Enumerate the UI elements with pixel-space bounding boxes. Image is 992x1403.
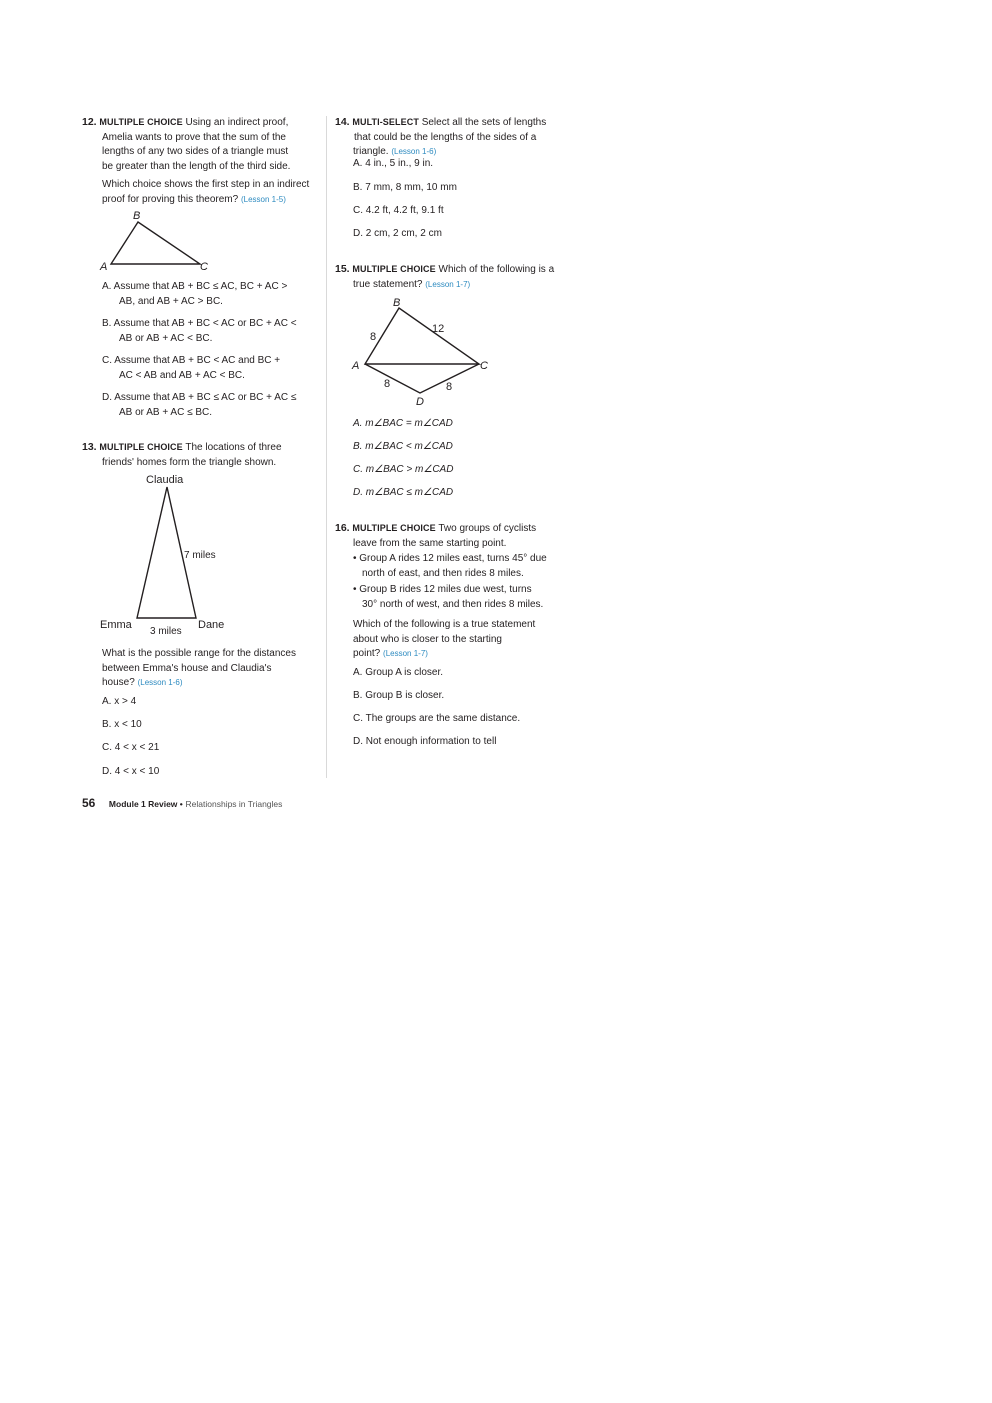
q12-option-d[interactable] xyxy=(102,391,296,420)
option-text: AB or AB + AC < BC. xyxy=(119,332,213,344)
question-text: lengths of any two sides of a triangle must xyxy=(102,146,289,157)
column-divider xyxy=(326,116,327,778)
triangle-abc-figure xyxy=(96,206,226,274)
lesson-reference: (Lesson 1-7) xyxy=(383,649,428,658)
question-type: MULTIPLE CHOICE xyxy=(99,442,183,452)
side-label-ab: 8 xyxy=(370,331,377,343)
q13-option-d[interactable]: D. 4 < x < 10 xyxy=(102,766,160,777)
option-text: A. Assume that AB + BC ≤ AC, BC + AC > xyxy=(102,281,288,292)
lesson-reference: (Lesson 1-6) xyxy=(391,147,437,156)
question-text: leave from the same starting point. xyxy=(353,537,507,549)
triangle-acd-shape xyxy=(365,364,479,393)
q13-option-a[interactable]: A. x > 4 xyxy=(102,696,137,707)
q16-option-a[interactable]: A. Group A is closer. xyxy=(353,667,444,678)
question-number: 14. xyxy=(335,116,350,128)
question-12 xyxy=(82,115,332,174)
q15-option-d[interactable]: D. m∠BAC ≤ m∠CAD xyxy=(353,487,454,498)
question-text: Select all the sets of lengths xyxy=(421,117,547,128)
vertex-label-claudia: Claudia xyxy=(146,474,184,486)
vertex-label-a: A xyxy=(352,360,360,372)
prompt-text: point? xyxy=(353,648,381,659)
option-text: B. Assume that AB + BC < AC or BC + AC < xyxy=(102,318,297,329)
q14-option-c[interactable]: C. 4.2 ft, 4.2 ft, 9.1 ft xyxy=(353,205,444,216)
prompt-text: house? xyxy=(102,677,135,688)
question-type: MULTIPLE CHOICE xyxy=(99,117,183,127)
vertex-label-b: B xyxy=(393,297,401,309)
question-16 xyxy=(335,521,575,551)
prompt-text: Which choice shows the first step in an indirect xyxy=(102,179,310,190)
prompt-text: Which of the following is a true statement xyxy=(353,619,536,630)
vertex-label-c: C xyxy=(480,360,488,372)
question-text: Amelia wants to prove that the sum of the xyxy=(102,131,286,143)
question-type: MULTIPLE CHOICE xyxy=(352,523,436,533)
bullet-text: north of east, and then rides 8 miles. xyxy=(362,567,524,579)
q15-option-c[interactable]: C. m∠BAC > m∠CAD xyxy=(353,464,454,475)
q13-option-b[interactable]: B. x < 10 xyxy=(102,719,142,730)
question-text: be greater than the length of the third side. xyxy=(102,160,291,172)
module-subtitle: Relationships in Triangles xyxy=(185,799,283,809)
bullet-text: 30° north of west, and then rides 8 miles. xyxy=(362,598,544,610)
quadrilateral-abcd-figure xyxy=(348,294,498,409)
q13-option-c[interactable]: C. 4 < x < 21 xyxy=(102,742,160,753)
question-number: 13. xyxy=(82,441,97,453)
triangle-abc-shape xyxy=(365,308,479,364)
question-type: MULTI-SELECT xyxy=(352,117,419,127)
question-text: that could be the lengths of the sides of a xyxy=(354,131,537,143)
page-footer xyxy=(82,796,282,813)
question-number: 15. xyxy=(335,263,350,275)
prompt-text: What is the possible range for the distances xyxy=(102,648,296,659)
question-text: Which of the following is a xyxy=(438,264,555,275)
q15-option-a[interactable]: A. m∠BAC = m∠CAD xyxy=(353,418,453,429)
question-number: 16. xyxy=(335,522,350,534)
lesson-reference: (Lesson 1-5) xyxy=(240,194,286,204)
side-label-bc: 12 xyxy=(432,323,445,335)
vertex-label-b: B xyxy=(133,210,141,222)
q12-option-b[interactable] xyxy=(102,317,297,346)
question-14 xyxy=(335,115,575,160)
option-text: AC < AB and AB + AC < BC. xyxy=(119,369,245,381)
vertex-label-c: C xyxy=(200,261,208,273)
question-12-prompt xyxy=(102,178,342,207)
side-label-dc: 8 xyxy=(446,381,453,393)
lesson-reference: (Lesson 1-7) xyxy=(425,279,471,289)
q15-option-b[interactable]: B. m∠BAC < m∠CAD xyxy=(353,441,453,452)
lesson-reference: (Lesson 1-6) xyxy=(137,678,183,687)
question-13-prompt xyxy=(102,647,332,691)
bullet-group-a xyxy=(353,552,583,581)
prompt-text: about who is closer to the starting xyxy=(353,633,502,645)
option-text: AB or AB + AC ≤ BC. xyxy=(119,406,213,418)
q14-option-b[interactable]: B. 7 mm, 8 mm, 10 mm xyxy=(353,182,457,193)
side-label-7-miles: 7 miles xyxy=(184,550,216,561)
option-text: AB, and AB + AC > BC. xyxy=(119,295,223,307)
question-text: friends' homes form the triangle shown. xyxy=(102,456,277,468)
question-16-prompt xyxy=(353,618,583,662)
question-text: Two groups of cyclists xyxy=(438,523,537,534)
q14-option-a[interactable]: A. 4 in., 5 in., 9 in. xyxy=(353,158,434,169)
question-text: The locations of three xyxy=(185,442,282,453)
question-type: MULTIPLE CHOICE xyxy=(352,264,436,274)
q16-option-c[interactable]: C. The groups are the same distance. xyxy=(353,713,521,724)
question-text: triangle. xyxy=(353,146,389,157)
question-text: true statement? xyxy=(353,278,423,290)
side-label-ad: 8 xyxy=(384,378,391,390)
q14-option-d[interactable]: D. 2 cm, 2 cm, 2 cm xyxy=(353,228,442,239)
vertex-label-dane: Dane xyxy=(198,619,225,631)
question-15 xyxy=(335,262,575,292)
q12-option-a[interactable] xyxy=(102,280,287,309)
vertex-label-emma: Emma xyxy=(100,619,132,631)
vertex-label-d: D xyxy=(416,396,424,408)
question-13 xyxy=(82,440,322,470)
q16-option-d[interactable]: D. Not enough information to tell xyxy=(353,736,497,747)
prompt-text: proof for proving this theorem? xyxy=(102,193,239,205)
triangle-shape xyxy=(111,222,200,264)
q12-option-c[interactable] xyxy=(102,354,280,383)
q16-option-b[interactable]: B. Group B is closer. xyxy=(353,690,445,701)
bullet-text: • Group A rides 12 miles east, turns 45° due xyxy=(353,553,547,564)
bullet-text: • Group B rides 12 miles due west, turns xyxy=(353,584,532,595)
side-label-3-miles: 3 miles xyxy=(150,626,182,637)
page-number: 56 xyxy=(82,796,96,810)
bullet-group-b xyxy=(353,583,583,612)
vertex-label-a: A xyxy=(100,261,108,273)
prompt-text: between Emma's house and Claudia's xyxy=(102,662,272,674)
question-text: Using an indirect proof, xyxy=(185,117,289,128)
friends-triangle-figure xyxy=(96,470,241,640)
question-number: 12. xyxy=(82,116,97,128)
module-title: Module 1 Review • xyxy=(108,799,183,809)
option-text: D. Assume that AB + BC ≤ AC or BC + AC ≤ xyxy=(102,392,297,403)
option-text: C. Assume that AB + BC < AC and BC + xyxy=(102,355,281,366)
